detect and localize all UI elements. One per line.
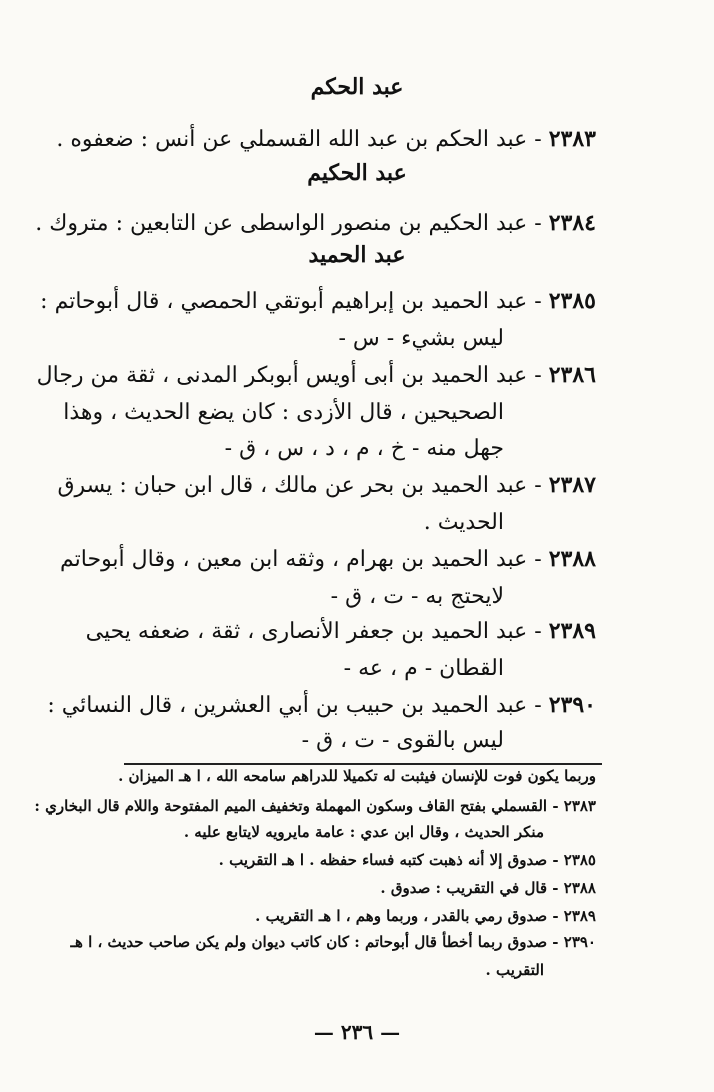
footnote-line: ٢٣٨٥ - صدوق إلا أنه ذهبت كتبه فساء حفظه . ا هـ التقريب .	[218, 851, 596, 869]
entry-text: عبد الحميد بن إبراهيم أبوتقي الحمصي ، قال أبوحاتم :	[40, 289, 528, 314]
entry-text: عبد الحميد بن بحر عن مالك ، قال ابن حبان : يسرق	[57, 473, 528, 498]
entry-number: ٢٣٨٣	[548, 126, 596, 152]
entry-2387: ٢٣٨٧ - عبد الحميد بن بحر عن مالك ، قال ابن حبان : يسرق	[57, 472, 596, 498]
entry-text: عبد الحميد بن جعفر الأنصارى ، ثقة ، ضعفه يحيى	[85, 619, 528, 644]
entry-number: ٢٣٨٤	[548, 210, 596, 236]
footnote-line: ٢٣٨٣ - القسملي بفتح القاف وسكون المهملة وتخفيف الميم المفتوحة واللام قال البخاري :	[34, 797, 596, 815]
entry-2386-continuation: جهل منه - خ ، م ، د ، س ، ق -	[224, 436, 504, 461]
entry-text: عبد الحميد بن بهرام ، وثقه ابن معين ، وقال أبوحاتم	[60, 547, 528, 572]
entry-number: ٢٣٩٠	[548, 692, 596, 718]
entry-text: عبد الحكم بن عبد الله القسملي عن أنس : ضعفوه .	[56, 127, 528, 152]
footnote-line: وربما يكون فوت للإنسان فيثبت له تكميلا للدراهم سامحه الله ، ا هـ الميزان .	[118, 767, 596, 785]
entry-2383: ٢٣٨٣ - عبد الحكم بن عبد الله القسملي عن أنس : ضعفوه .	[56, 126, 596, 152]
entry-number: ٢٣٨٧	[548, 472, 596, 498]
section-heading-abd-al-hamid: عبد الحميد	[308, 242, 406, 268]
entry-2388: ٢٣٨٨ - عبد الحميد بن بهرام ، وثقه ابن معين ، وقال أبوحاتم	[60, 546, 596, 572]
entry-text: عبد الحميد بن أبى أويس أبوبكر المدنى ، ثقة من رجال	[36, 363, 528, 388]
footnote-line: ٢٣٨٨ - قال في التقريب : صدوق .	[380, 879, 596, 897]
entry-number: ٢٣٨٥	[548, 288, 596, 314]
entry-2389-continuation: القطان - م ، عه -	[343, 656, 504, 681]
footnote-line: ٢٣٨٩ - صدوق رمي بالقدر ، وربما وهم ، ا هـ التقريب .	[255, 907, 596, 925]
entry-2385: ٢٣٨٥ - عبد الحميد بن إبراهيم أبوتقي الحمصي ، قال أبوحاتم :	[40, 288, 596, 314]
section-heading-abd-al-hakam: عبد الحكم	[310, 74, 404, 100]
footnote-line: منكر الحديث ، وقال ابن عدي : عامة مايرويه لايتابع عليه .	[183, 823, 544, 841]
section-heading-abd-al-hakim: عبد الحكيم	[307, 160, 407, 186]
entry-number: ٢٣٨٦	[548, 362, 596, 388]
entry-2390-continuation: ليس بالقوى - ت ، ق -	[301, 728, 504, 753]
footnote-line: ٢٣٩٠ - صدوق ربما أخطأ قال أبوحاتم : كان كاتب ديوان ولم يكن صاحب حديث ، ا هـ	[70, 933, 596, 951]
entry-2386-continuation: الصحيحين ، قال الأزدى : كان يضع الحديث ، وهذا	[63, 400, 504, 425]
entry-number: ٢٣٨٩	[548, 618, 596, 644]
entry-2387-continuation: الحديث .	[423, 510, 504, 535]
footnote-line: التقريب .	[485, 961, 544, 979]
entry-2388-continuation: لايحتج به - ت ، ق -	[330, 584, 504, 609]
entry-2385-continuation: ليس بشيء - س -	[338, 326, 504, 351]
entry-2390: ٢٣٩٠ - عبد الحميد بن حبيب بن أبي العشرين ، قال النسائي :	[47, 692, 596, 718]
entry-2384: ٢٣٨٤ - عبد الحكيم بن منصور الواسطى عن التابعين : متروك .	[35, 210, 596, 236]
entry-number: ٢٣٨٨	[548, 546, 596, 572]
entry-text: عبد الحكيم بن منصور الواسطى عن التابعين : متروك .	[35, 211, 528, 236]
entry-2389: ٢٣٨٩ - عبد الحميد بن جعفر الأنصارى ، ثقة ، ضعفه يحيى	[85, 618, 596, 644]
entry-2386: ٢٣٨٦ - عبد الحميد بن أبى أويس أبوبكر المدنى ، ثقة من رجال	[36, 362, 596, 388]
page-number: — ٢٣٦ —	[313, 1020, 401, 1044]
entry-text: عبد الحميد بن حبيب بن أبي العشرين ، قال النسائي :	[47, 693, 528, 718]
